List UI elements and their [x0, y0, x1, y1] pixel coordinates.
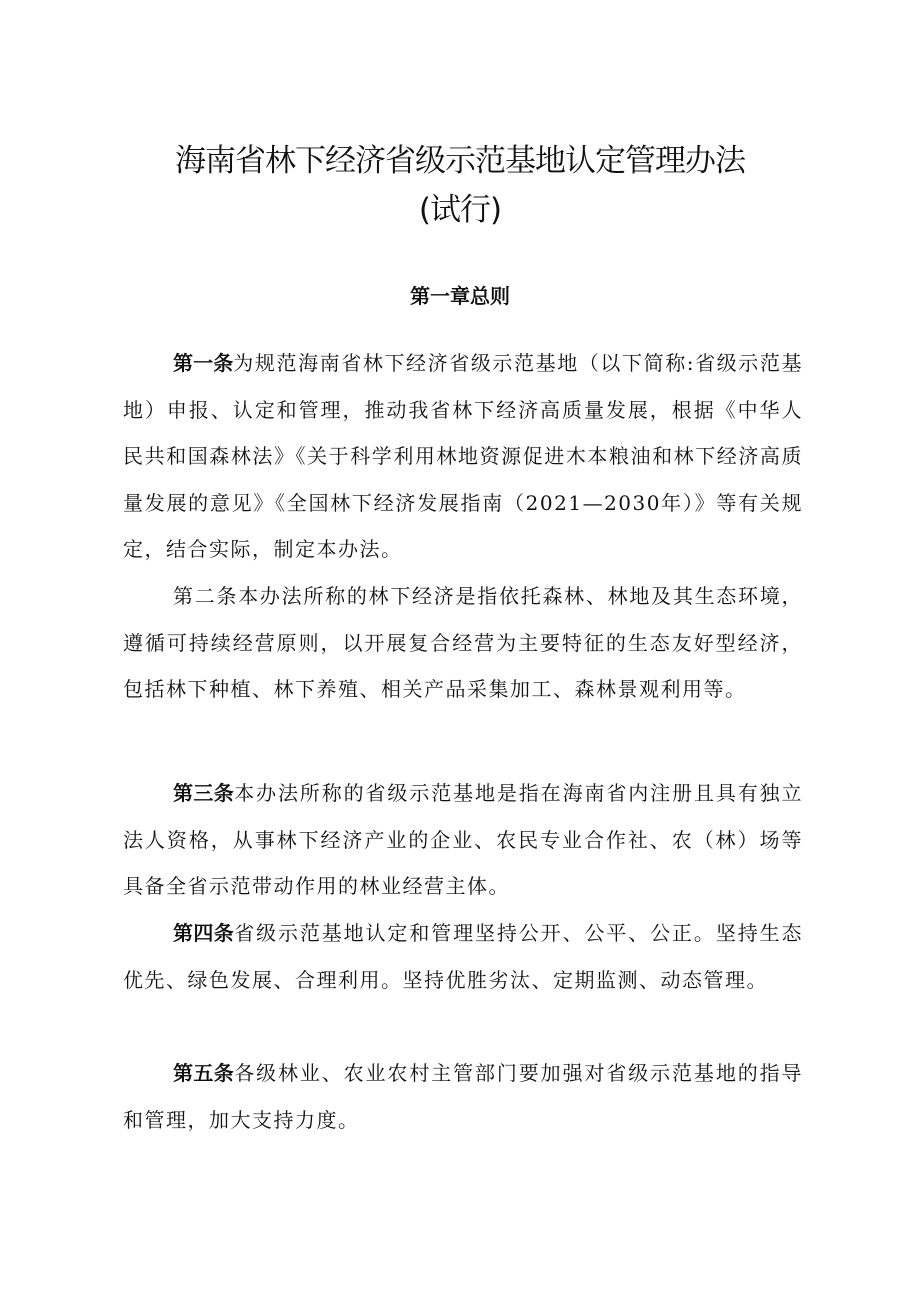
- article-label: 第二条: [173, 584, 239, 608]
- chapter-heading: 第一章总则: [410, 284, 510, 308]
- article-text: 本办法所称的林下经济是指依托森林、林地及其生态环境，遵循可持续经营原则，以开展复合经营为主要特征的生态友好型经济，包括林下种植、林下养殖、相关产品采集加工、森林景观利用等。: [123, 584, 804, 701]
- document-title: 海南省林下经济省级示范基地认定管理办法: [175, 143, 745, 179]
- article-label: 第五条: [173, 1061, 235, 1085]
- article-4: [123, 910, 803, 1003]
- article-3: [123, 770, 803, 910]
- article-text: 省级示范基地认定和管理坚持公开、公平、公正。坚持生态优先、绿色发展、合理利用。坚持优胜劣汰、定期监测、动态管理。: [123, 921, 804, 992]
- article-label: 第一条: [173, 351, 234, 375]
- article-2: [123, 573, 803, 713]
- article-text: 为规范海南省林下经济省级示范基地（以下简称:省级示范基地）申报、认定和管理，推动我省林下经济高质量发展，根据《中华人民共和国森林法》《关于科学利用林地资源促进木本粮油和林下经济高质量发展的意见》《全国林下经济发展指南（2021—2030年）》等有关规定，结合实际，制定本办法。: [123, 351, 804, 561]
- article-5: [123, 1050, 803, 1143]
- article-text: 各级林业、农业农村主管部门要加强对省级示范基地的指导和管理，加大支持力度。: [123, 1061, 804, 1132]
- document-subtitle: (试行): [418, 192, 502, 228]
- article-text: 本办法所称的省级示范基地是指在海南省内注册且具有独立法人资格，从事林下经济产业的企业、农民专业合作社、农（林）场等具备全省示范带动作用的林业经营主体。: [123, 781, 804, 898]
- article-label: 第四条: [173, 921, 235, 945]
- article-label: 第三条: [173, 781, 235, 805]
- article-1: [123, 340, 803, 573]
